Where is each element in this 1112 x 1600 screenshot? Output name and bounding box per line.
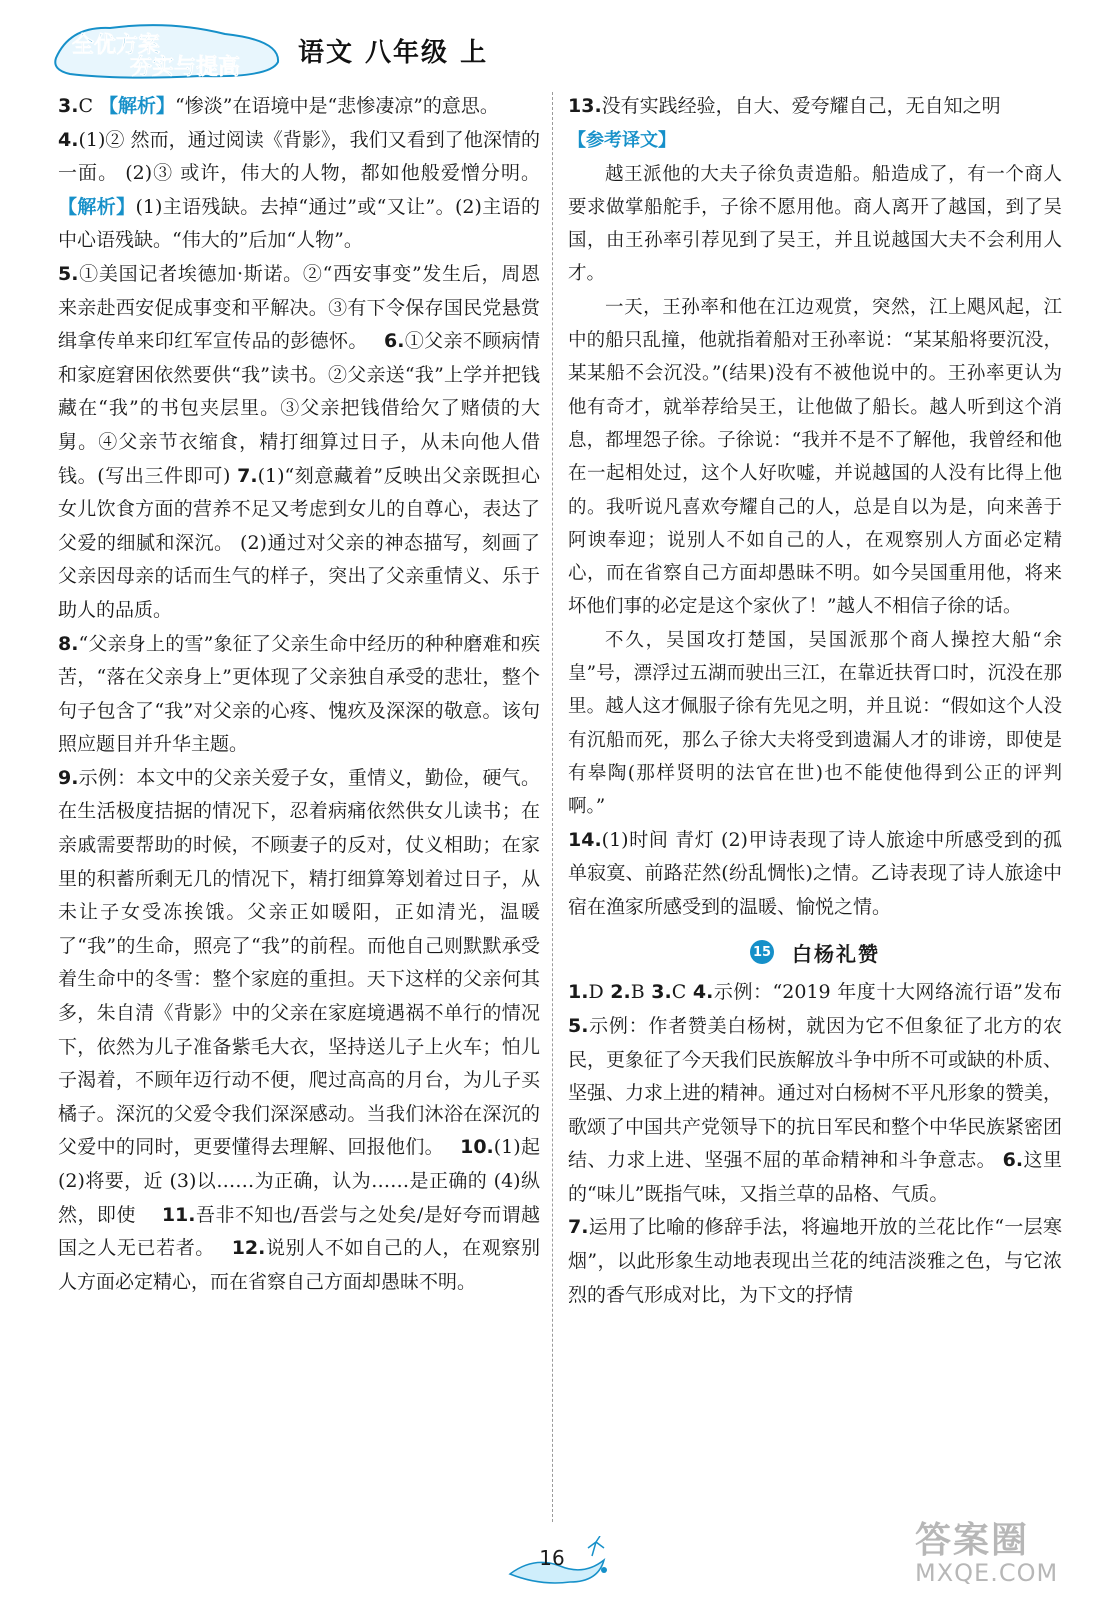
q8-number: 8. [58, 632, 79, 655]
q12-text: 说别人不如自己的人，在观察别人方面必定精心，而在省察自己方面却愚昧不明。 [58, 1237, 540, 1293]
watermark [915, 1512, 1095, 1598]
section-heading [568, 934, 1062, 970]
translation-paragraph-1: 越王派他的大夫子徐负责造船。船造成了，有一个商人要求做掌船舵手，子徐不愿用他。商人离开了越国，到了吴国，由王孙率引荐见到了吴王，并且说越国大夫不会利用人才。 [568, 163, 1062, 285]
s-q6-number: 6. [1002, 1149, 1024, 1172]
s-q5-answer: 示例：作者赞美白杨树，就因为它不但象征了北方的农民，更象征了今天我们民族解放斗争中所不可或缺的朴质、坚强、力求上进的精神。通过对白杨树不平凡形象的赞美，歌颂了中国共产党领导下的抗日军民和整个中华民族紧密团结、力求上进、坚强不屈的革命精神和斗争意志。 [568, 1014, 1063, 1172]
q3-number: 3. [58, 95, 79, 117]
subject-title: 语文 八年级 上 [298, 38, 489, 68]
section-answer-7 [568, 1211, 1062, 1312]
q9-number: 9. [58, 766, 79, 789]
q4-text: (1)② 然而，通过阅读《背影》，我们又看到了他深情的一面。 (2)③ 或许，伟大的人物，都如他般爱憎分明。 [58, 128, 540, 185]
q5-text: ①美国记者埃德加·斯诺。②“西安事变”发生后，周恩来亲赴西安促成事变和平解决。③有下令保存国民党悬赏缉拿传单来印红军宣传品的彭德怀。 [58, 262, 540, 353]
s-q3-answer: C [671, 981, 693, 1004]
q7-text: (1)“刻意藏着”反映出父亲既担心女儿饮食方面的营养不足又考虑到女儿的自尊心，表达了父爱的细腻和深沉。 (2)通过对父亲的神态描写，刻画了父亲因母亲的话而生气的样子，突出了父亲重情义、乐于助人的品质。 [58, 464, 541, 621]
s-q2-number: 2. [610, 981, 631, 1004]
reference-translation-title: 【参考译文】 [568, 129, 676, 151]
left-column [58, 90, 540, 1299]
column-divider [552, 92, 553, 1522]
q14-number: 14. [568, 828, 602, 851]
q5-number: 5. [58, 262, 79, 285]
section-answers-1-6 [568, 976, 1062, 1211]
s-q4-answer: 示例：“2019 年度十大网络流行语”发布 [713, 981, 1062, 1004]
translation-paragraph-3: 不久，吴国攻打楚国，吴国派那个商人操控大船“余皇”号，漂浮过五湖而驶出三江，在靠近扶胥口时，沉没在那里。越人这才佩服子徐有先见之明，并且说：“假如这个人没有沉船而死，那么子徐大夫将受到遗漏人才的诽谤，即使是有皋陶(那样贤明的法官在世)也不能使他得到公正的评判啊。” [568, 629, 1062, 818]
right-column [568, 90, 1062, 1312]
q11-number: 11. [161, 1203, 196, 1226]
answer-8 [58, 628, 540, 762]
s-q3-number: 3. [651, 981, 672, 1004]
s-q7-text: 运用了比喻的修辞手法，将遍地开放的兰花比作“一层寒烟”，以此形象生动地表现出兰花的纯洁淡雅之色，与它浓烈的香气形成对比，为下文的抒情 [568, 1216, 1062, 1306]
watermark-line1: 答案圈 [915, 1520, 1030, 1561]
section-title: 白杨礼赞 [792, 941, 880, 966]
q7-number: 7. [237, 464, 258, 487]
brand-logo [50, 18, 285, 82]
section-number-badge: 15 [750, 940, 774, 964]
analysis-tag: 【解析】 [99, 95, 176, 117]
q4-analysis: (1)主语残缺。去掉“通过”或“又让”。(2)主语的中心语残缺。“伟大的”后加“人物”。 [58, 195, 540, 252]
s-q5-number: 5. [568, 1014, 589, 1037]
q9-text: 示例：本文中的父亲关爱子女，重情义，勤俭，硬气。在生活极度拮据的情况下，忍着病痛依然供女儿读书；在亲戚需要帮助的时候，不顾妻子的反对，仗义相助；在家里的积蓄所剩无几的情况下，精打细算筹划着过日子，从未让子女受冻挨饿。父亲正如暖阳，正如清光，温暖了“我”的生命，照亮了“我”的前程。而他自己则默默承受着生命中的冬雪：整个家庭的重担。天下这样的父亲何其多，朱自清《背影》中的父亲在家庭境遇祸不单行的情况下，依然为儿子准备紫毛大衣，坚持送儿子上火车；怕儿子渴着，不顾年迈行动不便，爬过高高的月台，为儿子买橘子。深沉的父爱令我们深深感动。当我们沐浴在深沉的父爱中的同时，更要懂得去理解、回报他们。 [58, 766, 540, 1159]
q6-text: ①父亲不顾病情和家庭窘困依然要供“我”读书。②父亲送“我”上学并把钱藏在“我”的书包夹层里。③父亲把钱借给欠了赌债的大舅。④父亲节衣缩食，精打细算过日子，从未向他人借钱。(写出三件即可) [58, 330, 540, 487]
q12-number: 12. [231, 1237, 266, 1260]
q10-number: 10. [460, 1136, 494, 1159]
q10-text: (1)起 (2)将要，近 (3)以……为正确，认为……是正确的 (4)纵然，即使 [58, 1136, 540, 1226]
watermark-line2: MXQE.COM [915, 1559, 1059, 1587]
q11-text: 吾非不知也/吾尝与之处矣/是好夸而谓越国之人无已若者。 [58, 1203, 540, 1260]
q3-text: “惨淡”在语境中是“悲惨凄凉”的意思。 [175, 95, 499, 117]
analysis-tag: 【解析】 [58, 195, 136, 218]
s-q1-answer: D [588, 981, 611, 1004]
logo-line1: 全优方案 [72, 33, 161, 58]
answer-9-12 [58, 762, 540, 1300]
s-q6-answer: 这里的“味儿”既指气味，又指兰草的品格、气质。 [568, 1149, 1062, 1205]
q13-number: 13. [568, 95, 602, 117]
q4-number: 4. [58, 128, 79, 151]
logo-line2: 夯实与提高 [130, 55, 241, 80]
q6-number: 6. [384, 330, 405, 353]
s-q4-number: 4. [692, 981, 714, 1004]
answer-5-6 [58, 258, 540, 628]
answer-14 [568, 824, 1062, 925]
page-footer [500, 1536, 620, 1592]
answer-13 [568, 90, 1062, 124]
q13-text: 没有实践经验，自大、爱夸耀自己，无自知之明 [601, 95, 1001, 117]
answer-3 [58, 90, 540, 124]
q8-text: “父亲身上的雪”象征了父亲生命中经历的种种磨难和疾苦，“落在父亲身上”更体现了父亲独自承受的悲壮，整个句子包含了“我”对父亲的心疼、愧疚及深深的敬意。该句照应题目并升华主题。 [58, 632, 540, 756]
s-q2-answer: B [630, 981, 652, 1004]
translation-paragraph-2: 一天，王孙率和他在江边观赏，突然，江上飓风起，江中的船只乱撞，他就指着船对王孙率说：“某某船将要沉没，某某船不会沉没。”(结果)没有不被他说中的。王孙率更认为他有奇才，就举荐给吴王，让他做了船长。越人听到这个消息，都埋怨子徐。子徐说：“我并不是不了解他，我曾经和他在一起相处过，这个人好吹嘘，并说越国的人没有比得上他的。我听说凡喜欢夸耀自己的人，总是自以为是，向来善于阿谀奉迎；说别人不如自己的人，在观察别人方面必定精心，而在省察自己方面却愚昧不明。如今吴国重用他，将来坏他们事的必定是这个家伙了！”越人不相信子徐的话。 [568, 296, 1062, 618]
q14-text: (1)时间 青灯 (2)甲诗表现了诗人旅途中所感受到的孤单寂寞、前路茫然(纷乱惆怅)之情。乙诗表现了诗人旅途中宿在渔家所感受到的温暖、愉悦之情。 [568, 828, 1062, 918]
answer-4 [58, 124, 540, 258]
s-q7-number: 7. [568, 1216, 589, 1239]
page-number: 16 [539, 1546, 565, 1570]
s-q1-number: 1. [568, 981, 589, 1004]
page-header [50, 18, 1060, 82]
q3-answer: C [78, 95, 100, 117]
